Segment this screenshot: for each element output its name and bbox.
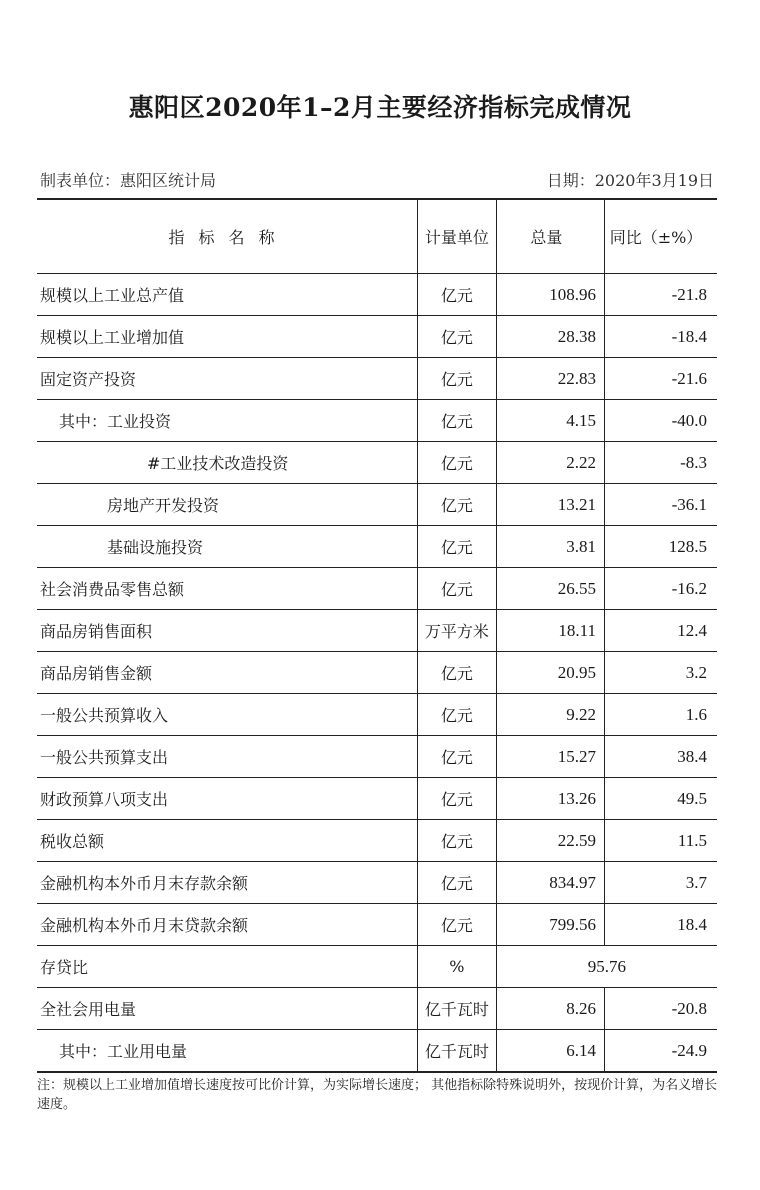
indicator-yoy: -16.2	[605, 568, 718, 610]
indicator-yoy: 3.2	[605, 652, 718, 694]
indicator-name: 固定资产投资	[37, 358, 418, 400]
indicator-yoy: 12.4	[605, 610, 718, 652]
table-row	[37, 652, 717, 694]
indicator-name: 全社会用电量	[37, 988, 418, 1030]
indicator-name: 其中：工业用电量	[37, 1030, 418, 1073]
indicator-name: 社会消费品零售总额	[37, 568, 418, 610]
indicator-unit: 亿元	[418, 652, 497, 694]
indicator-unit: 亿元	[418, 694, 497, 736]
indicator-total: 20.95	[496, 652, 604, 694]
indicator-unit: %	[418, 946, 497, 988]
indicator-unit: 亿千瓦时	[418, 1030, 497, 1073]
indicator-total: 22.83	[496, 358, 604, 400]
indicator-unit: 万平方米	[418, 610, 497, 652]
indicator-name: #工业技术改造投资	[37, 442, 418, 484]
indicator-total: 108.96	[496, 274, 604, 316]
table-row	[37, 484, 717, 526]
indicator-name: 金融机构本外币月末存款余额	[37, 862, 418, 904]
indicator-name: 金融机构本外币月末贷款余额	[37, 904, 418, 946]
indicator-yoy: -40.0	[605, 400, 718, 442]
indicator-yoy: 1.6	[605, 694, 718, 736]
table-body	[37, 274, 717, 1073]
compiler-label: 制表单位：惠阳区统计局	[40, 171, 217, 190]
table-row	[37, 862, 717, 904]
indicator-unit: 亿元	[418, 400, 497, 442]
indicator-yoy: -18.4	[605, 316, 718, 358]
indicator-unit: 亿元	[418, 778, 497, 820]
indicator-total: 13.21	[496, 484, 604, 526]
indicator-yoy: -20.8	[605, 988, 718, 1030]
indicator-total: 15.27	[496, 736, 604, 778]
header-indicator-name: 指标名称	[37, 199, 418, 274]
indicator-unit: 亿元	[418, 526, 497, 568]
table-row	[37, 946, 717, 988]
indicator-yoy: 128.5	[605, 526, 718, 568]
table-row	[37, 820, 717, 862]
table-row	[37, 526, 717, 568]
indicator-unit: 亿元	[418, 568, 497, 610]
indicator-unit: 亿元	[418, 820, 497, 862]
indicator-unit: 亿元	[418, 274, 497, 316]
table-row	[37, 274, 717, 316]
indicator-yoy: -8.3	[605, 442, 718, 484]
indicator-name: 税收总额	[37, 820, 418, 862]
indicator-total: 2.22	[496, 442, 604, 484]
table-row	[37, 778, 717, 820]
indicator-name: 商品房销售金额	[37, 652, 418, 694]
indicator-total: 4.15	[496, 400, 604, 442]
table-row	[37, 610, 717, 652]
indicator-table	[37, 198, 717, 1073]
table-row	[37, 400, 717, 442]
indicator-name: 一般公共预算支出	[37, 736, 418, 778]
table-row	[37, 988, 717, 1030]
table-row	[37, 316, 717, 358]
indicator-total: 9.22	[496, 694, 604, 736]
indicator-unit: 亿元	[418, 484, 497, 526]
table-header-row	[37, 199, 717, 274]
indicator-yoy: 38.4	[605, 736, 718, 778]
indicator-yoy: 49.5	[605, 778, 718, 820]
header-unit: 计量单位	[418, 199, 497, 274]
indicator-total: 18.11	[496, 610, 604, 652]
indicator-name: 基础设施投资	[37, 526, 418, 568]
indicator-yoy: -24.9	[605, 1030, 718, 1073]
indicator-name: 规模以上工业增加值	[37, 316, 418, 358]
header-yoy: 同比（±%）	[605, 199, 718, 274]
indicator-ratio-value: 95.76	[496, 946, 717, 988]
indicator-total: 6.14	[496, 1030, 604, 1073]
indicator-total: 3.81	[496, 526, 604, 568]
indicator-name: 财政预算八项支出	[37, 778, 418, 820]
indicator-yoy: -21.8	[605, 274, 718, 316]
indicator-total: 26.55	[496, 568, 604, 610]
indicator-total: 799.56	[496, 904, 604, 946]
indicator-yoy: 11.5	[605, 820, 718, 862]
indicator-yoy: -36.1	[605, 484, 718, 526]
table-row	[37, 568, 717, 610]
footnote: 注：规模以上工业增加值增长速度按可比价计算，为实际增长速度； 其他指标除特殊说明外，按现价计算，为名义增长速度。	[37, 1078, 718, 1112]
table-row	[37, 1030, 717, 1073]
indicator-unit: 亿元	[418, 904, 497, 946]
indicator-name: 存贷比	[37, 946, 418, 988]
table-row	[37, 694, 717, 736]
indicator-yoy: -21.6	[605, 358, 718, 400]
indicator-unit: 亿元	[418, 862, 497, 904]
indicator-total: 28.38	[496, 316, 604, 358]
indicator-total: 834.97	[496, 862, 604, 904]
indicator-yoy: 3.7	[605, 862, 718, 904]
indicator-name: 其中：工业投资	[37, 400, 418, 442]
indicator-name: 规模以上工业总产值	[37, 274, 418, 316]
indicator-name: 商品房销售面积	[37, 610, 418, 652]
indicator-name: 房地产开发投资	[37, 484, 418, 526]
table-row	[37, 358, 717, 400]
table-row	[37, 442, 717, 484]
indicator-unit: 亿千瓦时	[418, 988, 497, 1030]
page-title: 惠阳区2020年1–2月主要经济指标完成情况	[128, 93, 632, 122]
indicator-total: 13.26	[496, 778, 604, 820]
indicator-total: 8.26	[496, 988, 604, 1030]
date-label: 日期：2020年3月19日	[546, 171, 714, 190]
header-total: 总量	[496, 199, 604, 274]
indicator-unit: 亿元	[418, 316, 497, 358]
indicator-unit: 亿元	[418, 442, 497, 484]
indicator-yoy: 18.4	[605, 904, 718, 946]
indicator-unit: 亿元	[418, 736, 497, 778]
table-row	[37, 904, 717, 946]
indicator-unit: 亿元	[418, 358, 497, 400]
indicator-total: 22.59	[496, 820, 604, 862]
table-row	[37, 736, 717, 778]
indicator-name: 一般公共预算收入	[37, 694, 418, 736]
